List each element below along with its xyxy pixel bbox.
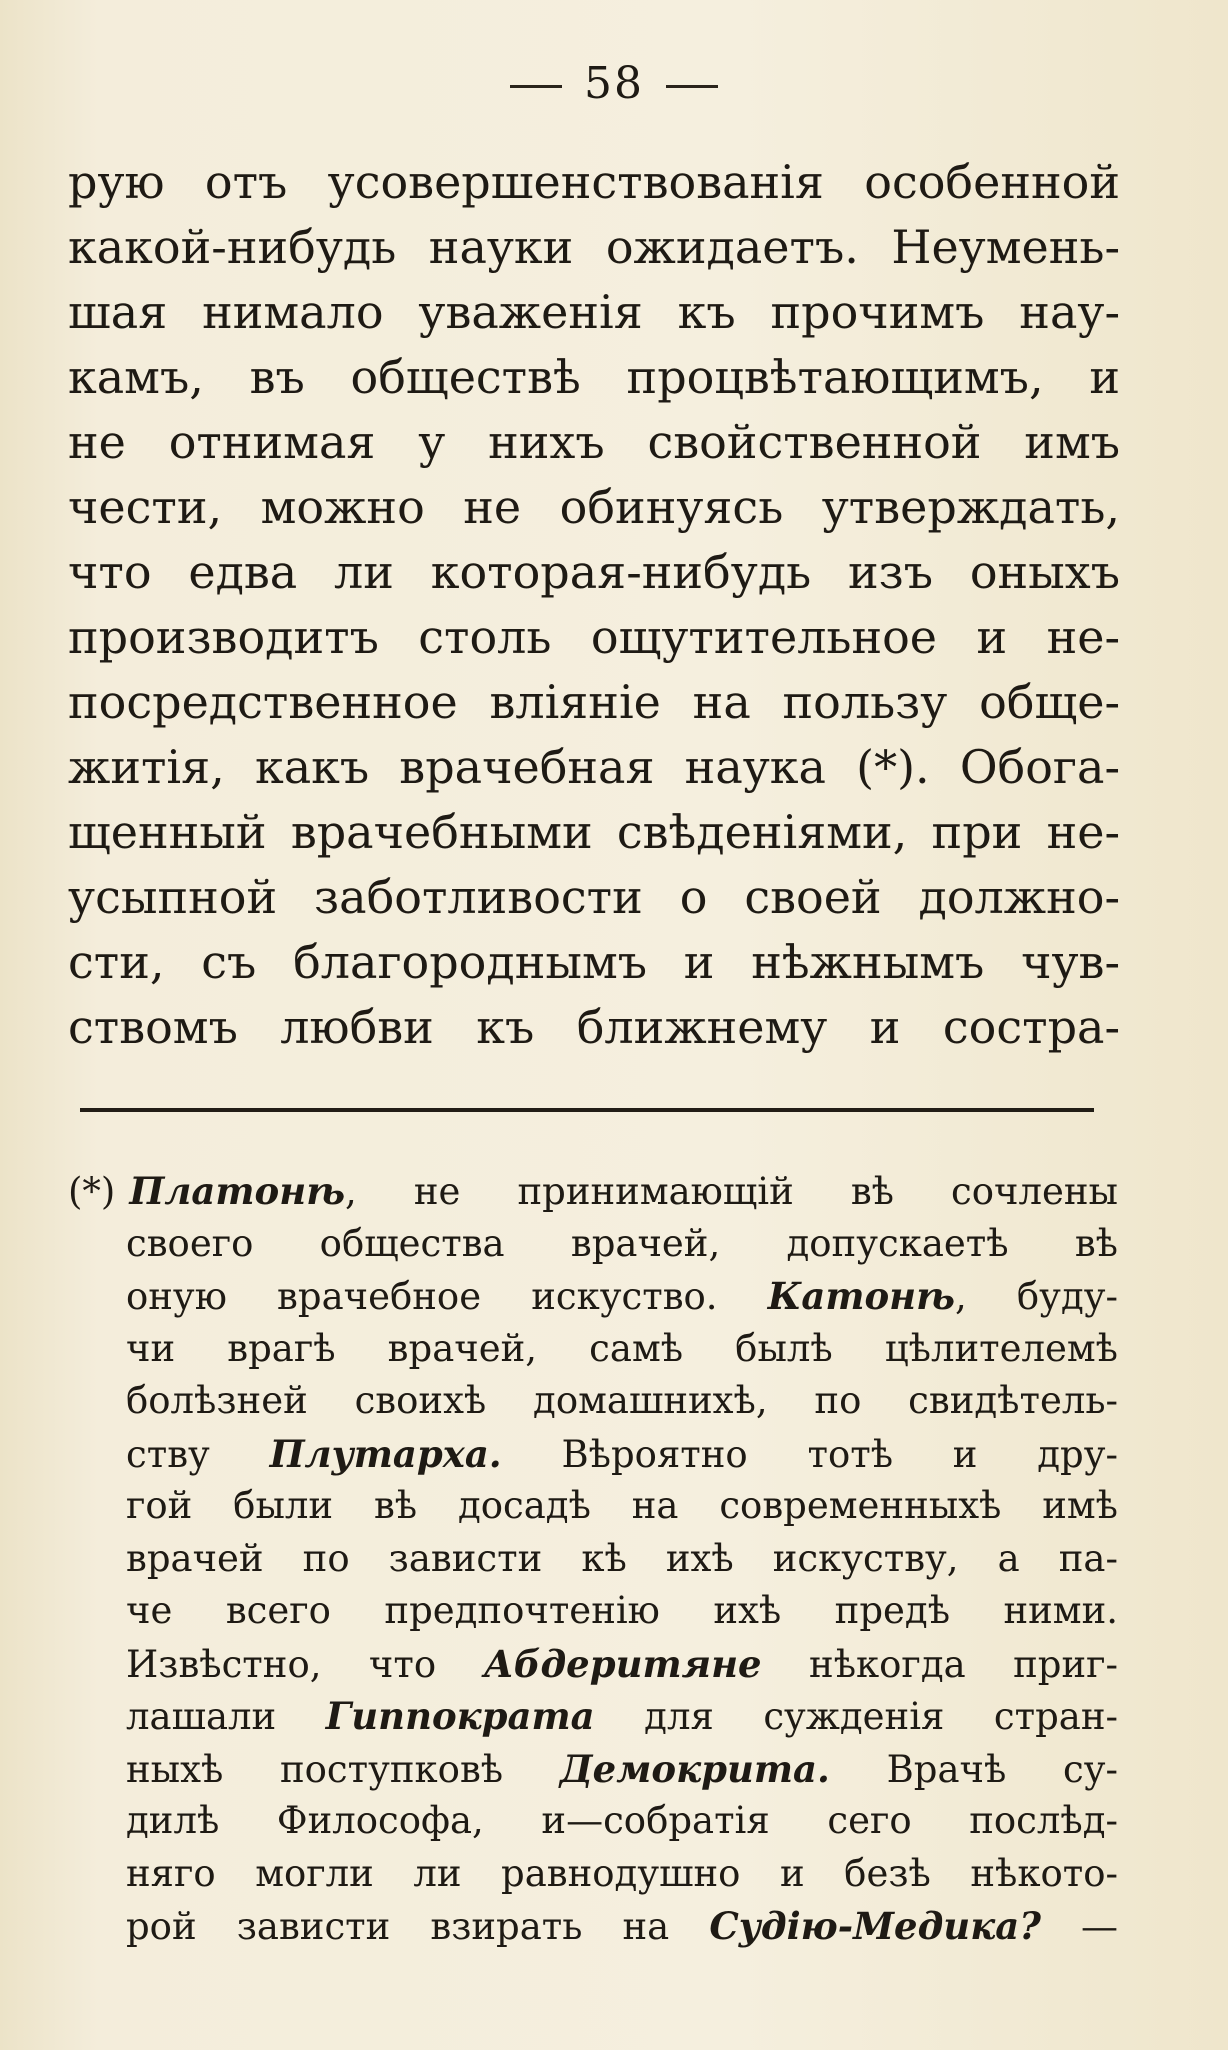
text-line: житія, какъ врачебная наука (*). Обога- [68, 740, 1120, 794]
footnote-text: оную врачебное искуство. [126, 1275, 768, 1318]
text-line: что едва ли которая-нибудь изъ оныхъ [68, 545, 1120, 599]
footnote-text: дилѣ Философа, и—собратія сего послѣд- [126, 1799, 1118, 1842]
text-line: чести, можно не обинуясь утверждать, [68, 480, 1120, 534]
text-line: какой-нибудь науки ожидаетъ. Неумень- [68, 220, 1120, 274]
footnote-line [68, 1428, 1118, 1481]
footnote-line [68, 1900, 1118, 1953]
text-line: не отнимая у нихъ свойственной имъ [68, 415, 1120, 469]
footnote-text: лашали [126, 1695, 326, 1738]
footnote-text: Извѣстно, что [126, 1642, 484, 1686]
text-line: производитъ столь ощутительное и не- [68, 610, 1120, 664]
text-line: щенный врачебными свѣденіями, при не- [68, 805, 1120, 859]
footnote-text: ныхѣ поступковѣ [126, 1747, 560, 1791]
footnote-text: чи врагѣ врачей, самѣ былѣ цѣлителемѣ [126, 1326, 1118, 1370]
text-line: усыпной заботливости о своей должно- [68, 870, 1120, 924]
text-line: рую отъ усовершенствованія особенной [68, 155, 1120, 209]
text-line: посредственное вліяніе на пользу обще- [68, 675, 1120, 729]
footnote-line [68, 1270, 1118, 1323]
footnote-text: гой были вѣ досадѣ на современныхѣ имѣ [126, 1484, 1118, 1527]
header-dash-left [510, 85, 562, 88]
footnote-text: своего общества врачей, допускаетѣ вѣ [126, 1221, 1118, 1265]
footnote-text: няго могли ли равнодушно и безѣ нѣкото- [126, 1851, 1118, 1895]
footnote-line [68, 1218, 1118, 1271]
footnote-line [68, 1375, 1118, 1428]
page-header [0, 58, 1228, 109]
footnote-line [68, 1743, 1118, 1796]
footnote-italic-name: Гиппократа [325, 1694, 595, 1738]
footnote-mark: (*) [68, 1170, 116, 1213]
footnote-line [68, 1848, 1118, 1901]
footnote-text: рой зависти взирать на [126, 1905, 710, 1948]
footnote-line [68, 1533, 1118, 1586]
footnote-line [68, 1795, 1118, 1848]
footnote-italic-name: Катонѣ [767, 1274, 955, 1318]
text-line: камъ, въ обществѣ процвѣтающимъ, и [68, 350, 1120, 404]
footnote-rule [80, 1108, 1094, 1112]
footnote-line [68, 1323, 1118, 1376]
footnote-italic-name: Демокрита. [559, 1746, 830, 1791]
footnote-italic-name: Плутарха. [269, 1431, 502, 1476]
footnote [68, 1165, 1118, 1953]
footnote-line [68, 1638, 1118, 1691]
footnote-text: нѣкогда приг- [761, 1642, 1118, 1686]
footnote-text: , буду- [955, 1275, 1118, 1318]
footnote-italic-name: Платонѣ [129, 1169, 346, 1213]
header-dash-right [666, 85, 718, 88]
footnote-text: для сужденія стран- [594, 1695, 1118, 1738]
footnote-text: Врачѣ су- [829, 1747, 1118, 1791]
footnote-text: , не принимающій вѣ сочлены [345, 1170, 1118, 1213]
footnote-text: Вѣроятно тотѣ и дру- [501, 1432, 1118, 1476]
main-text [68, 150, 1120, 1060]
text-line: сти, съ благороднымъ и нѣжнымъ чув- [68, 935, 1120, 989]
text-line: ствомъ любви къ ближнему и сострa- [68, 1000, 1120, 1054]
page-number: 58 [584, 58, 644, 109]
footnote-line [68, 1165, 1118, 1218]
footnote-italic-name: Судію-Медика? [709, 1904, 1041, 1948]
footnote-line [68, 1690, 1118, 1743]
footnote-italic-name: Абдеритяне [483, 1641, 762, 1686]
footnote-text: болѣзней своихѣ домашнихѣ, по свидѣтель- [126, 1379, 1118, 1422]
footnote-text: — [1040, 1905, 1118, 1948]
footnote-text: врачей по зависти кѣ ихѣ искуству, а па- [126, 1536, 1118, 1580]
text-line: шая нимало уваженія къ прочимъ нау- [68, 285, 1120, 339]
footnote-line [68, 1480, 1118, 1533]
footnote-text: ству [126, 1432, 270, 1476]
footnote-line [68, 1585, 1118, 1638]
footnote-text: че всего предпочтенію ихѣ предѣ ними. [126, 1589, 1118, 1632]
